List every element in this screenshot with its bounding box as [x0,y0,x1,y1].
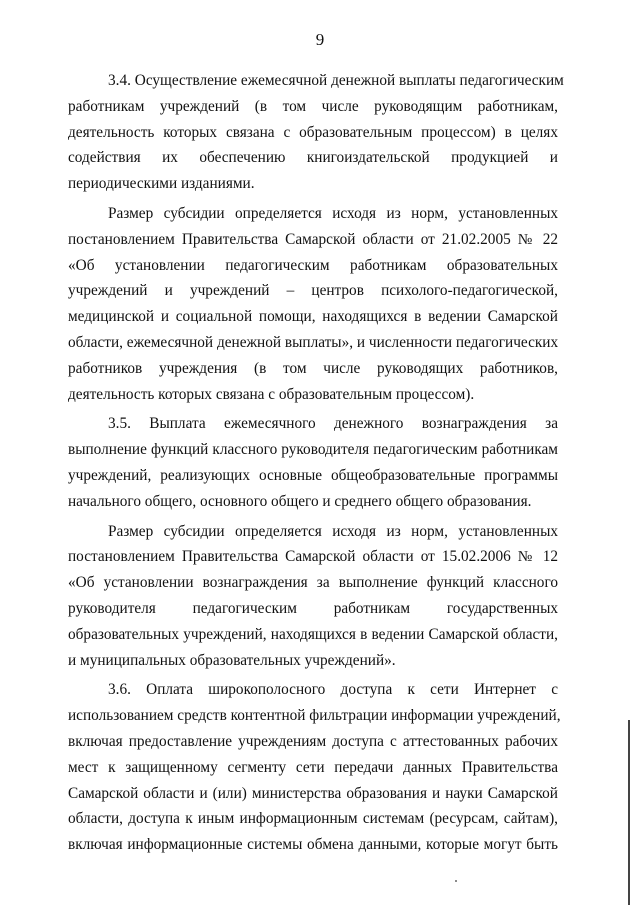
paragraph-subsidy-size-1 [68,201,558,407]
document-body [68,68,564,862]
paragraph-3-4 [68,68,564,197]
text-line: использованием средств контентной фильтрации информации учреждений, [68,707,561,725]
page-number: 9 [315,30,325,49]
text-line: постановлением Правительства Самарской области от 15.02.2006 № 12 [68,548,558,566]
text-line: Размер субсидии определяется исходя из норм, установленных [108,204,558,222]
text-line: включая информационные системы обмена данными, которые могут быть [68,836,558,854]
text-line: включая предоставление учреждениям доступа с аттестованных рабочих [68,732,558,750]
text-line: руководителя педагогическим работникам государственных [68,599,558,617]
text-line: области, ежемесячной денежной выплаты», и численности педагогических [68,333,559,351]
text-line: учреждений, реализующих основные общеобразовательные программы [68,466,558,484]
text-line: деятельность которых связана с образовательным процессом) в целях [68,123,558,141]
text-line: 3.6. Оплата широкополосного доступа к сети Интернет с [108,681,558,699]
paragraph-3-5 [68,411,558,514]
text-line: 3.4. Осуществление ежемесячной денежной выплаты педагогическим [108,72,564,89]
text-line: области, доступа к иным информационным системам (ресурсам, сайтам), [68,810,558,828]
text-line: выполнение функций классного руководителя педагогическим работникам [68,441,558,459]
text-line: Размер субсидии определяется исходя из норм, установленных [108,522,558,540]
text-line: и муниципальных образовательных учреждений». [68,651,396,669]
text-line: медицинской и социальной помощи, находящихся в ведении Самарской [68,308,558,326]
text-line: начального общего, основного общего и среднего общего образования. [68,492,532,510]
text-line: постановлением Правительства Самарской области от 21.02.2005 № 22 [68,230,558,248]
text-line: деятельность которых связана с образовательным процессом). [68,385,475,403]
paragraph-3-6 [68,677,561,858]
text-line: мест к защищенному сегменту сети передачи данных Правительства [68,758,558,776]
scan-speck [455,880,457,882]
text-line: 3.5. Выплата ежемесячного денежного вознаграждения за [108,415,558,433]
text-line: периодическими изданиями. [68,175,255,193]
text-line: содействия их обеспечению книгоиздательской продукцией и [68,149,558,167]
text-line: «Об установлении вознаграждения за выполнение функций классного [68,574,558,592]
text-line: учреждений и учреждений – центров психолого-педагогической, [68,282,558,300]
paragraph-subsidy-size-2 [68,519,558,674]
text-line: работникам учреждений (в том числе руководящим работникам, [68,97,558,115]
text-line: Самарской области и (или) министерства образования и науки Самарской [68,784,558,802]
scan-edge-line [628,720,630,905]
text-line: «Об установлении педагогическим работникам образовательных [68,256,558,274]
text-line: работников учреждения (в том числе руководящих работников, [68,359,558,377]
text-line: образовательных учреждений, находящихся в ведении Самарской области, [68,625,558,643]
